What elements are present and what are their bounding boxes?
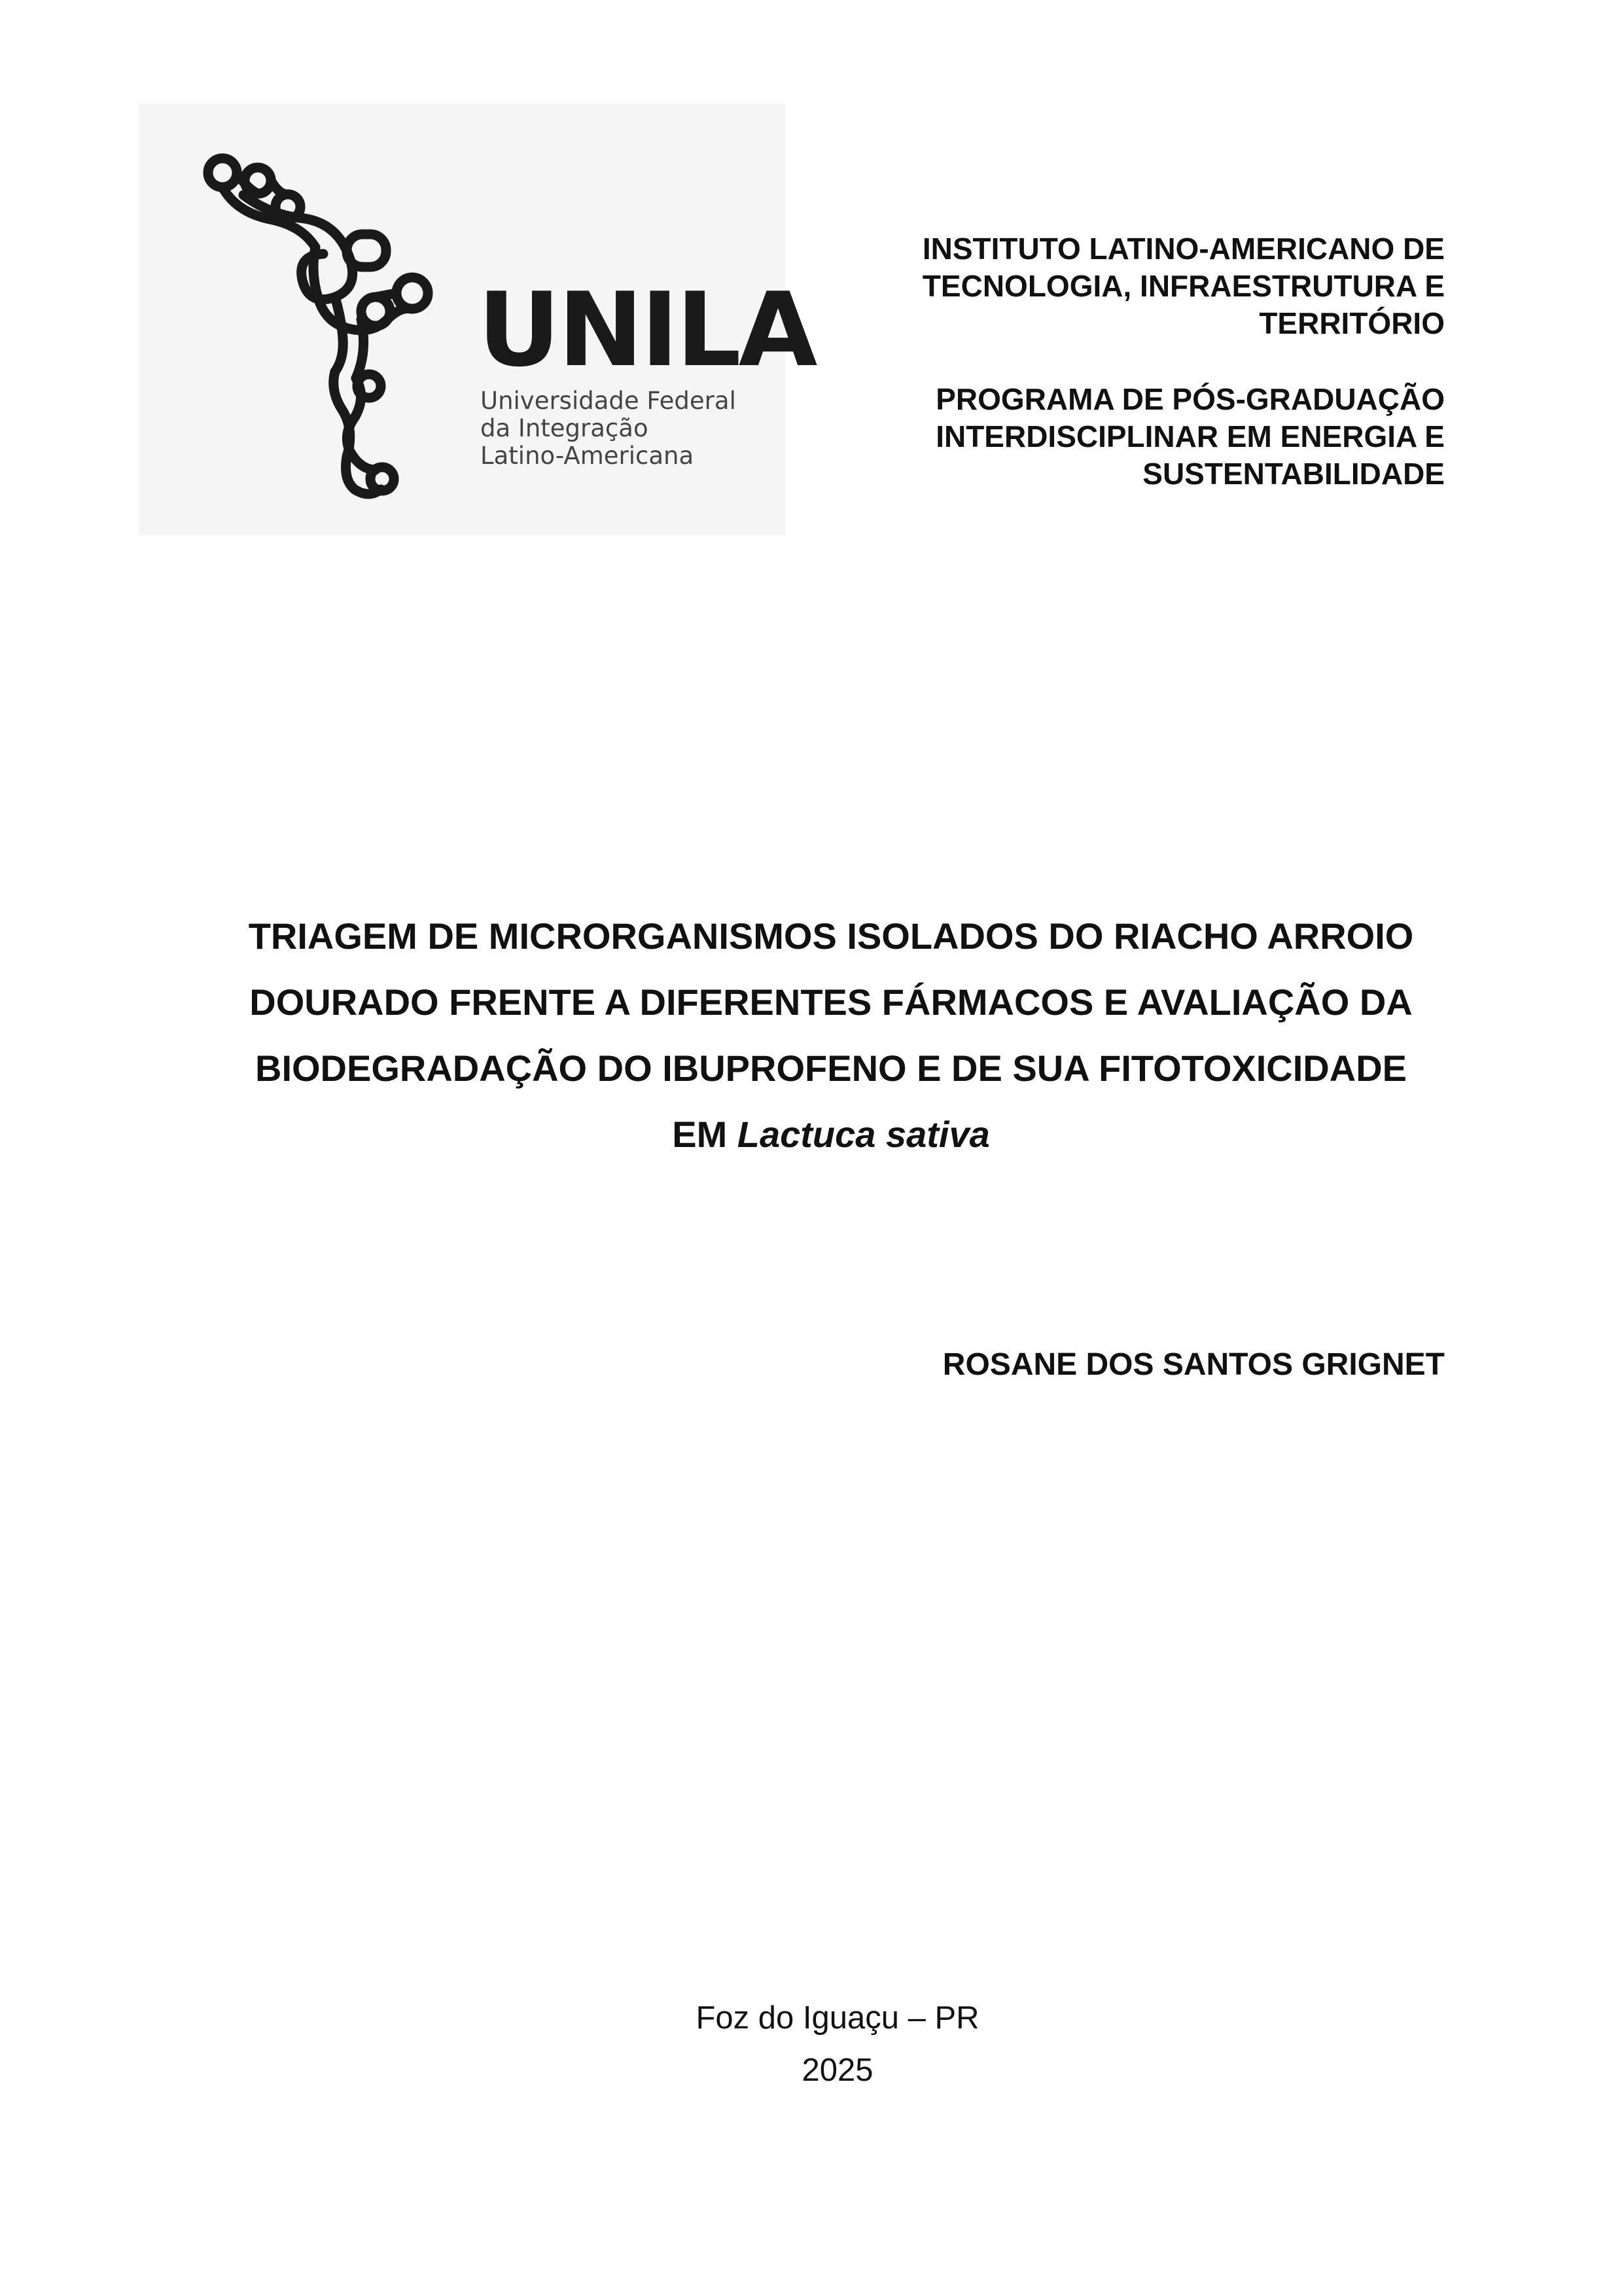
institute-line: TECNOLOGIA, INFRAESTRUTURA E [922,269,1445,303]
title-line: TRIAGEM DE MICRORGANISMOS ISOLADOS DO RIACHO ARROIO [248,915,1414,957]
program-line: PROGRAMA DE PÓS-GRADUAÇÃO [936,382,1445,416]
title-species-name: Lactuca sativa [737,1114,990,1155]
institute-line: TERRITÓRIO [1259,306,1445,340]
university-logo [139,103,815,535]
logo-subtitle-line-2: da Integração [480,414,648,442]
institute-line: INSTITUTO LATINO-AMERICANO DE [922,232,1445,266]
institute-name [790,230,1445,342]
publication-year: 2025 [802,2053,874,2088]
title-line-last [216,1101,1446,1167]
city-location: Foz do Iguaçu – PR [696,2000,980,2036]
unila-wordmark: UNILA [478,270,815,389]
title-line: BIODEGRADAÇÃO DO IBUPROFENO E DE SUA FITOTOXICIDADE [255,1048,1407,1089]
author-name: ROSANE DOS SANTOS GRIGNET [942,1347,1445,1382]
title-last-prefix: EM [672,1114,728,1155]
program-name [790,381,1445,493]
logo-subtitle-line-3: Latino-Americana [480,442,694,470]
logo-subtitle-line-1: Universidade Federal [480,387,736,415]
thesis-title [216,903,1446,1167]
program-line: SUSTENTABILIDADE [1142,457,1445,491]
title-line: DOURADO FRENTE A DIFERENTES FÁRMACOS E AVALIAÇÃO DA [249,981,1413,1023]
program-line: INTERDISCIPLINAR EM ENERGIA E [936,419,1445,453]
